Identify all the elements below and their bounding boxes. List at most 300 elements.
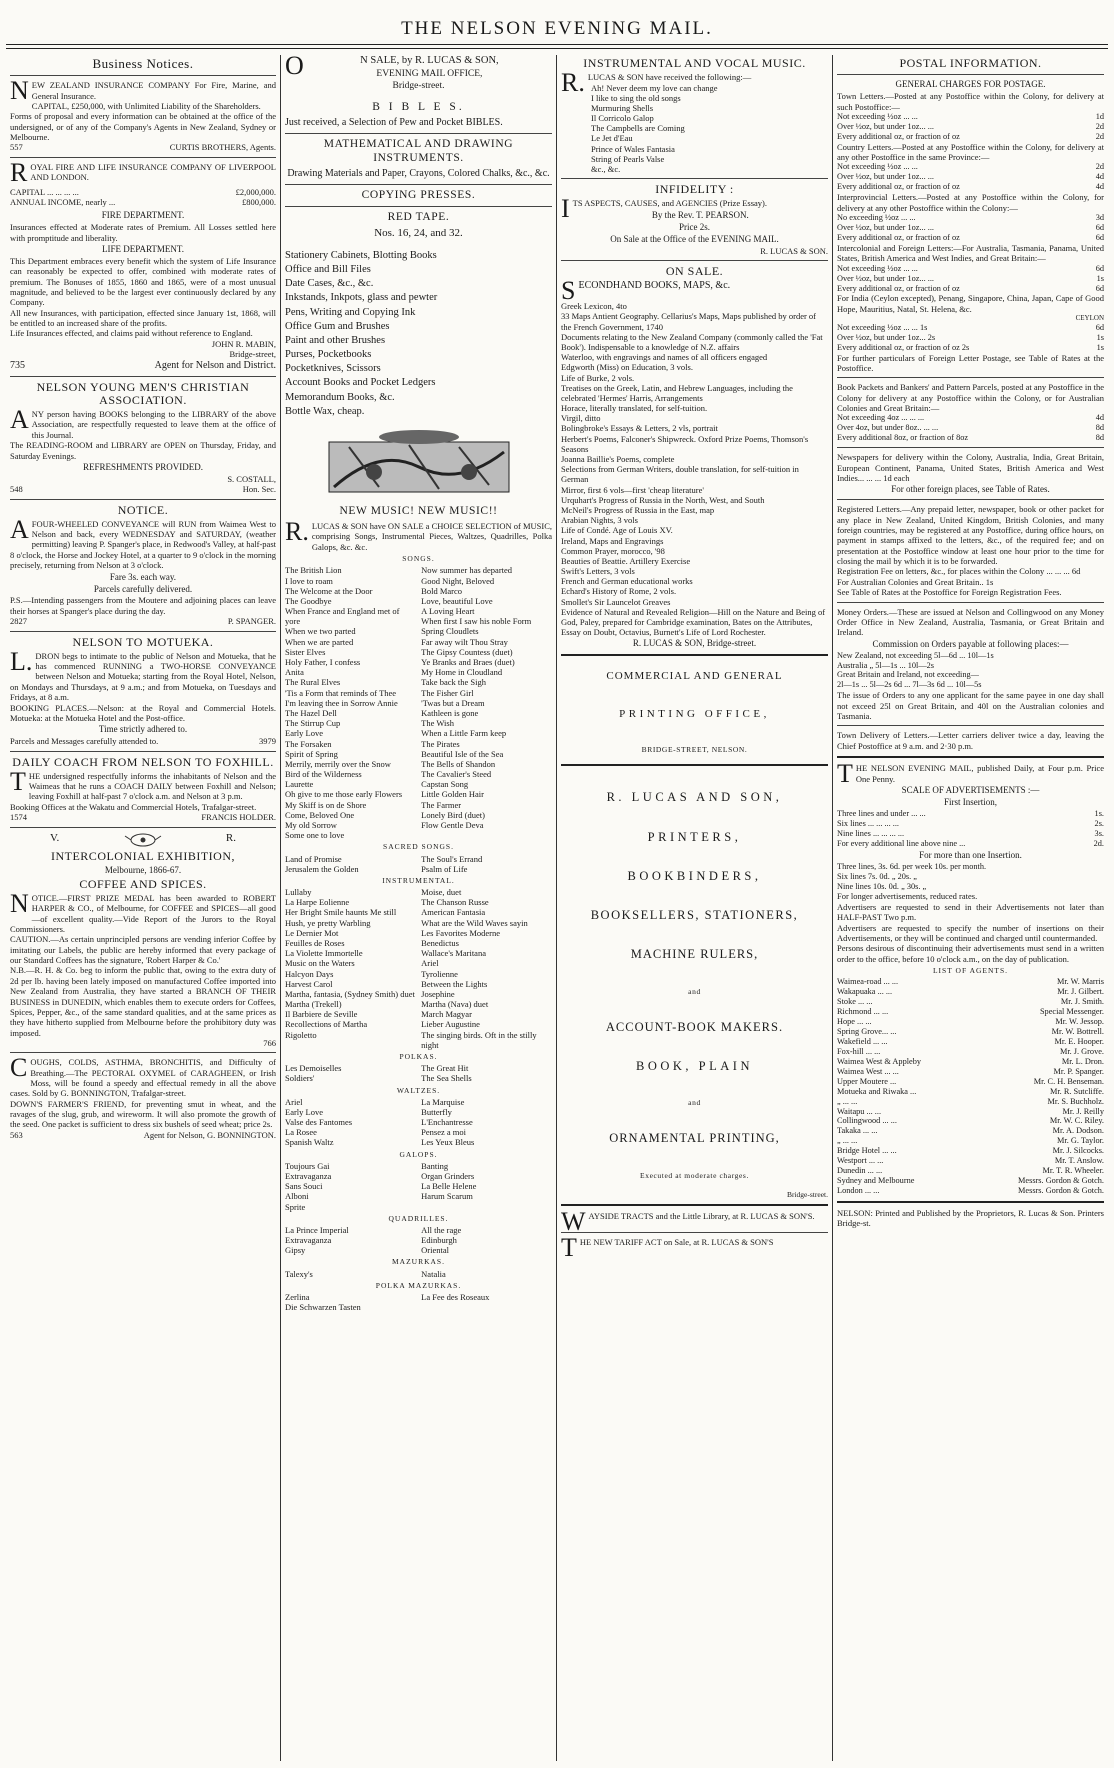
registration-foreign: See Table of Rates at the Postoffice for Foreign Registration Fees.: [837, 587, 1062, 598]
song-item: Love, beautiful Love: [421, 595, 493, 606]
stationery-item: Bottle Wax, cheap.: [285, 405, 365, 417]
instrumental-item: Lieber Augustine: [421, 1019, 480, 1030]
commission-row-label: Great Britain and Ireland, not exceeding—: [837, 670, 979, 680]
book-rates-table: [837, 413, 1104, 443]
galops-left: [285, 1161, 416, 1212]
agent-row: [837, 977, 1104, 987]
instrumental-item: La Harpe Eolienne: [285, 897, 350, 908]
agent-row: [837, 1176, 1104, 1186]
ymca-body: ANY person having BOOKS belonging to the LIBRARY of the above Association, are respectfully requested to leave them at the office of this Journal.: [10, 405, 276, 440]
ceylon-label: CEYLON: [1075, 314, 1104, 323]
maz-right: [421, 1269, 552, 1279]
sacred-song-item: Land of Promise: [285, 853, 342, 864]
copying-presses-heading: COPYING PRESSES.: [361, 188, 476, 201]
agent-row-value: Messrs. Gordon & Gotch.: [1018, 1186, 1104, 1196]
book-packets: Book Packets and Bankers' and Pattern Parcels, posted at any Postoffice in the Colony for delivery at any Postoffice within the Colony, or for Australian Colonies and Great Britain:—: [837, 382, 1104, 414]
polkas-left: [285, 1063, 416, 1083]
instrumental-item: Josephine: [421, 988, 455, 999]
agent-row-label: Motueka and Riwaka ...: [837, 1086, 917, 1096]
book-item: Joanna Baillie's Poems, complete: [561, 454, 675, 465]
agent-row-value: Mr. J. Gilbert.: [1057, 987, 1104, 997]
song-item: Come, Beloved One: [285, 809, 355, 820]
polka-mazurka-item: La Fee des Roseaux: [421, 1291, 490, 1302]
ivm-body: R. LUCAS & SON have received the following:—: [561, 68, 752, 98]
agent-row: [837, 1186, 1104, 1196]
advert-rate-row-value: 2d.: [1093, 838, 1104, 848]
on-sale-heading: O N SALE, by R. LUCAS & SON,: [285, 55, 499, 80]
agent-row-value: Mr. S. Buchholz.: [1047, 1096, 1104, 1106]
quadrille-item: Extravaganza: [285, 1235, 332, 1246]
book-item: 33 Maps Antient Geography. Cellarius's Maps, Maps published by order of the French Government, 1740: [561, 311, 816, 332]
commission-row-label: Australia „ 5l—1s ... 10l—2s: [837, 660, 935, 670]
mazurka-item: Natalia: [421, 1268, 446, 1279]
song-item: The Welcome at the Door: [285, 585, 373, 596]
instrumental-item: Harvest Carol: [285, 978, 333, 989]
music-item: Le Jet d'Eau: [591, 133, 633, 144]
instrumental-lists: [285, 887, 552, 1050]
vr-right: R.: [225, 831, 236, 844]
quadrilles-heading: QUADRILLES.: [388, 1213, 449, 1223]
rate-row-value: 8d: [1095, 433, 1104, 443]
masthead: THE NELSON EVENING MAIL.: [401, 18, 713, 39]
rate-row: [837, 284, 1104, 294]
india-letters: For India (Ceylon excepted), Penang, Singapore, China, Japan, Cape of Good Hope, Mauritius, Natal, St. Helena, &c.: [837, 293, 1104, 314]
song-item: The Rural Elves: [285, 677, 341, 688]
song-item: Early Love: [285, 728, 323, 739]
song-item: Spring Cloudlets: [421, 626, 479, 637]
instrumental-item: Martha (Trekell): [285, 999, 342, 1010]
advertisers-note-3: Persons desirous of discontinuing their advertisements must send in a written order to the office, before 10 o'clock a.m., on the day of publication.: [837, 943, 1104, 964]
rate-row: [837, 333, 1104, 343]
pmaz-left: [285, 1292, 416, 1312]
advert-rate-row: [837, 829, 1104, 839]
agent-row-label: Dunedin ... ...: [837, 1166, 883, 1176]
agent-row-label: Hope ... ...: [837, 1016, 872, 1026]
book-item: Urquhart's Progress of Russia in the North, West, and South: [561, 494, 765, 505]
stationery-item: Date Cases, &c., &c.: [285, 278, 374, 290]
vr-left: V.: [50, 831, 60, 844]
polkas-heading: POLKAS.: [399, 1052, 438, 1062]
song-item: Kathleen is gone: [421, 707, 479, 718]
stationery-item: Account Books and Pocket Ledgers: [285, 377, 436, 389]
music-item: Prince of Wales Fantasia: [591, 143, 675, 154]
town-letters: Town Letters.—Posted at any Postoffice within the Colony, for delivery at such Postoffice:—: [837, 91, 1104, 112]
instr-left: [285, 887, 416, 1040]
songs-left: [285, 565, 416, 840]
rate-row: [837, 223, 1104, 233]
song-item: Spirit of Spring: [285, 748, 338, 759]
book-item: Beauties of Beattie. Artillery Exercise: [561, 555, 691, 566]
book-item: Documents relating to the New Zealand Company (commonly called the 'Fat Book'). Indispensable to a knowledge of N.Z. affairs: [561, 331, 823, 352]
instrumental-item: Tyrolienne: [421, 968, 458, 979]
music-item: Il Corricolo Galop: [591, 113, 654, 124]
infidelity-body: ITS ASPECTS, CAUSES, and AGENCIES (Prize Essay).: [561, 194, 768, 224]
tariff-act-ad: THE NEW TARIFF ACT on Sale, at R. LUCAS & SON'S: [561, 1232, 774, 1262]
agent-row-value: Mr. P. Spanger.: [1053, 1066, 1104, 1076]
song-item: Sister Elves: [285, 646, 326, 657]
farmer-friend-ad: DOWN'S FARMER'S FRIEND, for preventing smut in wheat, and the ravages of the slug, grub, and wireworm. It will also promote the growth of the seed. One packet is sufficient to dress six bushels of seed wheat; price 2s.: [10, 1098, 276, 1130]
motueka-parcels: Parcels and Messages carefully attended to. 3979: [10, 736, 276, 747]
coach-body: THE undersigned respectfully informs the inhabitants of Nelson and the Waimeas that he runs a COACH DAILY between Foxhill and Nelson; leaving Foxhill at half-past 7 o'clock a.m. and Nelson at 3 p.m.: [10, 766, 276, 802]
rate-row: [837, 162, 1104, 172]
ornamental-printing-line: ORNAMENTAL PRINTING,: [609, 1131, 780, 1146]
book-plain-line: BOOK, PLAIN: [636, 1058, 753, 1073]
song-item: The Stirrup Cup: [285, 718, 341, 729]
song-item: Laurette: [285, 779, 314, 790]
rate-row-value: 4d: [1095, 413, 1104, 423]
rate-row-label: Every additional oz, or fraction of oz: [837, 182, 960, 192]
agent-row: [837, 1077, 1104, 1087]
business-notices-title: Business Notices.: [92, 56, 194, 71]
agent-row-label: Waimea-road ... ...: [837, 977, 899, 987]
town-rates-table: [837, 112, 1104, 142]
machine-rulers-line: MACHINE RULERS,: [630, 947, 759, 962]
rate-row-value: 6d: [1095, 263, 1104, 273]
agent-row-label: Richmond ... ...: [837, 1006, 889, 1016]
agent-row-value: Mr. W. Bottrell.: [1051, 1026, 1104, 1036]
song-item: The Fisher Girl: [421, 687, 474, 698]
waltzes-heading: WALTZES.: [396, 1085, 441, 1095]
book-item: Treatises on the Greek, Latin, and Hebrew Languages, including the celebrated 'Hermes' Harris, Arrangements: [561, 382, 793, 403]
quadrille-item: La Prince Imperial: [285, 1224, 349, 1235]
agent-row: [837, 1087, 1104, 1097]
instrumental-item: La Violette Immortelle: [285, 948, 363, 959]
orders-issue: The issue of Orders to any one applicant for the same payee in one day shall not exceed 25l on Great Britain, and 40l on the Australian colonies and Tasmania.: [837, 690, 1104, 722]
advert-rate-row: [837, 839, 1104, 849]
ivm-list: [561, 83, 828, 175]
stationery-item: Purses, Pocketbooks: [285, 349, 372, 361]
rate-row-value: 1s: [1096, 332, 1104, 342]
instrumental-item: Il Barbiere de Seville: [285, 1009, 358, 1020]
first-insertion: First Insertion,: [944, 796, 997, 807]
instrumental-item: Rigoletto: [285, 1029, 317, 1040]
songs-right: [421, 565, 552, 830]
stationery-item: Office and Bill Files: [285, 264, 371, 275]
quadrilles-lists: [285, 1225, 552, 1256]
song-item: Beautiful Isle of the Sea: [421, 748, 504, 759]
agent-row-value: Mr. J. Silcocks.: [1052, 1146, 1104, 1156]
rate-row-label: Every additional oz, or fraction of oz: [837, 232, 960, 242]
rate-row: [837, 413, 1104, 423]
music-instruments-engraving-icon: [319, 427, 519, 497]
notice-sig: 2827 P. SPANGER.: [10, 616, 276, 627]
coffee-caution: CAUTION.—As certain unprincipled persons are vending inferior Coffee by imitating our Labels, the public are hereby informed that every package of our Standard Coffees has the signature, 'Robert Harper & Co.': [10, 934, 276, 966]
rate-row-value: 6d: [1095, 232, 1104, 242]
motueka-booking: BOOKING PLACES.—Nelson: at the Royal and Commercial Hotels. Motueka: at the Motueka Hotel and the Post-office.: [10, 702, 276, 723]
agent-row-label: Upper Moutere ...: [837, 1076, 897, 1086]
math-instruments-heading: MATHEMATICAL AND DRAWING INSTRUMENTS.: [323, 138, 514, 164]
rate-row-label: Over ½oz, but under 1oz... ...: [837, 222, 935, 232]
life-department-head: LIFE DEPARTMENT.: [102, 243, 184, 254]
polkas-lists: [285, 1063, 552, 1083]
rate-row: [837, 122, 1104, 132]
mazurkas-heading: MAZURKAS.: [392, 1257, 445, 1267]
song-item: The Cavalier's Steed: [421, 769, 492, 780]
on-sale-street: Bridge-street.: [392, 81, 445, 92]
notice-fare: Fare 3s. each way.: [109, 571, 177, 582]
instrumental-item: Music on the Waters: [285, 958, 355, 969]
polka-item: The Sea Shells: [421, 1073, 472, 1084]
rate-row-value: 4d: [1095, 182, 1104, 192]
galop-item: Alboni: [285, 1191, 309, 1202]
infidelity-price: Price 2s.: [679, 221, 710, 232]
agent-row-label: Bridge Hotel ... ...: [837, 1146, 897, 1156]
quadrille-item: Gipsy: [285, 1245, 306, 1256]
rate-row: [837, 423, 1104, 433]
quadrille-item: Oriental: [421, 1245, 450, 1256]
rate-row-value: 1s: [1096, 342, 1104, 352]
new-music-heading: NEW MUSIC! NEW MUSIC!!: [339, 504, 498, 517]
agent-row-label: Stoke ... ...: [837, 997, 873, 1007]
agent-row-value: Mr. T. R. Wheeler.: [1042, 1166, 1104, 1176]
waltz-item: La Rosee: [285, 1127, 317, 1138]
money-orders: Money Orders.—These are issued at Nelson and Collingwood on any Money Order Office in New Zealand, Australia, Tasmania, or Great Britain and Ireland.: [837, 606, 1104, 638]
rate-row-label: Every additional oz, or fraction of oz: [837, 283, 960, 293]
polkas-right: [421, 1063, 552, 1083]
interprovincial-rates-table: [837, 213, 1104, 243]
stationery-item: Pocketknives, Scissors: [285, 363, 381, 375]
mazurkas-lists: [285, 1269, 552, 1279]
galop-item: Extravaganza: [285, 1170, 332, 1181]
agent-row-value: Messrs. Gordon & Gotch.: [1018, 1176, 1104, 1186]
instrumental-heading: INSTRUMENTAL.: [382, 875, 455, 885]
waltz-item: Valse des Fantomes: [285, 1117, 353, 1128]
songs-lists: [285, 565, 552, 840]
sacred-song-item: The Soul's Errand: [421, 853, 483, 864]
instrumental-item: Feuilles de Roses: [285, 937, 345, 948]
songs-heading: SONGS.: [402, 554, 435, 564]
galop-item: La Belle Helene: [421, 1181, 477, 1192]
imprint: NELSON: Printed and Published by the Proprietors, R. Lucas & Son. Printers Bridge-st.: [837, 1208, 1104, 1229]
rate-row-label: Not exceeding 4oz ... ... ...: [837, 413, 925, 423]
rate-row: [837, 132, 1104, 142]
agent-row: [837, 1027, 1104, 1037]
rate-row-label: Not exceeding ½oz ... ...: [837, 111, 918, 121]
coffee-nb: N.B.—R. H. & Co. beg to inform the public that, owing to the extra duty of 2d per lb. having been lately imposed on manufactured Coffee imported into New Zealand from Australia, they have started a BRANCH OF THEIR BUSINESS in DUNEDIN, which enables them to execute orders for Coffees, Spices, Pepper, &c., of the same standard qualities, and at the same prices as they have hitherto supplied from Melbourne before the prohibitory duty was imposed.: [10, 965, 276, 1038]
rate-row-value: 3d: [1095, 213, 1104, 223]
song-item: When France and England met of yore: [285, 606, 400, 627]
advert-rate-row-label: Three lines and under ... ...: [837, 808, 926, 818]
waltz-item: La Marquise: [421, 1096, 465, 1107]
agent-row-label: Spring Grove... ...: [837, 1026, 897, 1036]
bookbinders-line: BOOKBINDERS,: [627, 868, 762, 883]
newspapers-other: For other foreign places, see Table of Rates.: [891, 484, 1050, 495]
agent-row-value: Mr. J. Smith.: [1060, 997, 1104, 1007]
instrumental-item: Ariel: [421, 958, 439, 969]
advert-rate-row: [837, 809, 1104, 819]
life-department-body-3: Life Insurances effected, and claims paid without reference to England.: [10, 328, 253, 339]
galop-item: Sprite: [285, 1201, 306, 1212]
sacred-left: [285, 854, 416, 874]
rate-row-label: Over ½oz, but under 1oz... 2s: [837, 332, 936, 342]
instrumental-item: The Chanson Russe: [421, 897, 489, 908]
instrumental-item: Wallace's Maritana: [421, 948, 486, 959]
book-item: Bolingbroke's Essays & Letters, 2 vls, portrait: [561, 423, 718, 434]
advert-rate-row: [837, 819, 1104, 829]
agent-row-label: Wakapuaka ... ...: [837, 987, 893, 997]
secondhand-books-lead: SECONDHAND BOOKS, MAPS, &c.: [561, 276, 731, 306]
nz-insurance-body: Forms of proposal and every information can be obtained at the office of the undersigned, or of any of the Company's Agents in New Zealand, Sydney or Melbourne.: [10, 111, 276, 143]
book-item: Life of Condé. Age of Louis XV.: [561, 525, 673, 536]
commission-row-label: New Zealand, not exceeding 5l—6d ... 10l—1s: [837, 650, 994, 660]
motueka-time: Time strictly adhered to.: [98, 724, 188, 735]
instrumental-item: American Fantasia: [421, 907, 486, 918]
quadrille-item: All the rage: [421, 1224, 462, 1235]
waltz-item: Spanish Waltz: [285, 1137, 334, 1148]
instrumental-item: Hush, ye pretty Warbling: [285, 917, 371, 928]
infidelity-author: By the Rev. T. PEARSON.: [651, 209, 749, 220]
postal-info-heading: POSTAL INFORMATION.: [899, 56, 1042, 70]
song-item: A Loving Heart: [421, 606, 475, 617]
sacred-lists: [285, 854, 552, 874]
rate-row-label: Over ½oz, but under 1oz... ...: [837, 273, 935, 283]
instrumental-item: Halcyon Days: [285, 968, 334, 979]
rate-row-value: 4d: [1095, 172, 1104, 182]
top-rule-2: [6, 48, 1108, 49]
advert-rate-row-label: Three lines, 3s. 6d. per week 10s. per month.: [837, 861, 987, 871]
book-item: Edgworth (Miss) on Education, 3 vols.: [561, 362, 693, 373]
on-sale-office: EVENING MAIL OFFICE,: [376, 68, 483, 79]
agents-heading: LIST OF AGENTS.: [932, 965, 1009, 975]
commission-row: [837, 661, 1104, 671]
song-item: The Gipsy Countess (duet): [421, 646, 513, 657]
top-rule: [6, 44, 1108, 45]
intercolonial-rates-table: [837, 264, 1104, 294]
commission-row: [837, 651, 1104, 661]
agent-row: [837, 1126, 1104, 1136]
advert-rate-row-value: 3s.: [1094, 828, 1104, 838]
galop-item: Toujours Gai: [285, 1160, 330, 1171]
agent-row-value: Mr. J. Grove.: [1059, 1046, 1104, 1056]
rate-row: [837, 112, 1104, 122]
moderate-charges-line: Executed at moderate charges.: [640, 1170, 749, 1180]
further-particulars: For further particulars of Foreign Letter Postage, see Table of Rates at the Postoffice.: [837, 352, 1104, 373]
cough-ad: COUGHS, COLDS, ASTHMA, BRONCHITIS, and Difficulty of Breathing.—The PECTORAL OXYMEL of CARAGHEEN, or Irish Moss, will be found a speedy and effectual remedy in all the above cases. Sold by G. BONNINGTON, Trafalgar-street.: [10, 1053, 276, 1099]
agent-row-value: Mr. T. Anslow.: [1054, 1156, 1104, 1166]
song-item: When we two parted: [285, 626, 356, 637]
commission-row-label: 2l—1s ... 5l—2s 6d ... 7l—3s 6d ... 10l—5s: [837, 680, 982, 690]
rate-row: [837, 264, 1104, 274]
exhibition-title: INTERCOLONIAL EXHIBITION,: [50, 848, 236, 863]
music-item: Ah! Never deem my love can change: [591, 82, 718, 93]
book-item: Herbert's Poems, Falconer's Shipwreck. Oxford Prize Poems, Thomson's Seasons: [561, 433, 809, 454]
book-item: Greek Lexicon, 4to: [561, 301, 627, 312]
song-item: When a Little Farm keep: [421, 728, 507, 739]
coach-booking: Booking Offices at the Wakatu and Commercial Hotels, Trafalgar-street.: [10, 801, 257, 812]
and-line-2: and: [688, 1098, 701, 1108]
instrumental-item: Lullaby: [285, 887, 312, 898]
ymca-role: 548 Hon. Sec.: [10, 484, 276, 495]
rate-row-label: Every additional oz, or fraction of oz 2s: [837, 342, 970, 352]
book-item: Evidence of Natural and Revealed Religion—Hill on the Nature and Being of God, Paley, prepared for Cambridge examination, Bates on the Attributes, Essay on Doubt, Octavius, Burnett's Life of Lord Rochester.: [561, 606, 826, 638]
agent-row-label: „ ... ...: [837, 1136, 858, 1146]
advert-rate-row-label: Nine lines ... ... ... ...: [837, 828, 905, 838]
book-item: Ireland, Maps and Engravings: [561, 535, 664, 546]
instrumental-item: Les Favorites Moderne: [421, 927, 501, 938]
agent-row-value: Mr. J. Reilly: [1062, 1106, 1104, 1116]
secondhand-books-sig: R. LUCAS & SON, Bridge-street.: [632, 638, 757, 649]
song-item: Far away wilt Thou Stray: [421, 636, 508, 647]
agents-table: [837, 977, 1104, 1196]
agent-row-label: Westport ... ...: [837, 1156, 884, 1166]
book-item: Swift's Letters, 3 vols: [561, 566, 635, 577]
royal-insurance-ad: ROYAL FIRE AND LIFE INSURANCE COMPANY OF LIVERPOOL AND LONDON.: [10, 157, 276, 187]
longer-ads: For longer advertisements, reduced rates.: [837, 891, 978, 902]
song-item: I love to roam: [285, 575, 333, 586]
instrumental-item: Le Dernier Mot: [285, 927, 339, 938]
song-item: Merrily, merrily over the Snow: [285, 758, 391, 769]
royal-income: ANNUAL INCOME, nearly ... £800,000.: [10, 196, 276, 207]
agent-row: [837, 1007, 1104, 1017]
song-item: Lonely Bird (duet): [421, 809, 485, 820]
song-item: Flow Gentle Deva: [421, 820, 484, 831]
song-item: Little Golden Hair: [421, 789, 484, 800]
more-insertions: For more than one Insertion.: [919, 849, 1022, 860]
agent-row: [837, 987, 1104, 997]
instrumental-item: Recollections of Martha: [285, 1019, 368, 1030]
waltz-item: Les Yeux Bleus: [421, 1137, 475, 1148]
waltz-item: Butterfly: [421, 1106, 452, 1117]
notice-parcels: Parcels carefully delivered.: [93, 583, 193, 594]
infidelity-heading: INFIDELITY :: [655, 182, 734, 197]
song-item: My old Sorrow: [285, 820, 337, 831]
commission-table: [837, 651, 1104, 691]
printers-street: Bridge-street.: [786, 1189, 828, 1199]
rate-row: [837, 182, 1104, 192]
song-item: I'm leaving thee in Sorrow Annie: [285, 697, 398, 708]
royal-arms-row: [10, 832, 276, 848]
song-item: The Hazel Dell: [285, 707, 337, 718]
sacred-song-item: Jerusalem the Golden: [285, 863, 359, 874]
advert-rate-row-label: Nine lines 10s. 0d. „ 30s. „: [837, 881, 927, 891]
song-item: My Skiff is on de Shore: [285, 799, 367, 810]
song-item: Some one to love: [285, 830, 345, 841]
motueka-body: L. DRON begs to intimate to the public of Nelson and Motueka, that he has commenced RUNNING a TWO-HORSE CONVEYANCE between Nelson and Motueka; starting from the Royal Hotel, Nelson, on Mondays and Thursdays, at 9 a.m.; and from Motueka, on Tuesdays and Fridays, at 8 a.m.: [10, 646, 276, 703]
polka-item: Les Demoiselles: [285, 1063, 342, 1074]
nz-insurance-capital: CAPITAL, £250,000, with Unlimited Liability of the Shareholders.: [31, 101, 261, 112]
account-book-line: ACCOUNT-BOOK MAKERS.: [605, 1019, 784, 1034]
agent-row-label: Wakefield ... ...: [837, 1036, 888, 1046]
notice-title: NOTICE.: [117, 502, 169, 517]
music-item: Murmuring Shells: [591, 102, 654, 113]
agent-row: [837, 1116, 1104, 1126]
on-sale-books-heading: ON SALE.: [665, 264, 724, 279]
red-tape-heading: RED TAPE.: [387, 211, 450, 224]
agent-row: [837, 1037, 1104, 1047]
waltzes-right: [421, 1097, 552, 1148]
stationery-list: [285, 249, 552, 419]
pmaz-right: [421, 1292, 552, 1302]
galop-item: Sans Souci: [285, 1181, 323, 1192]
agent-row-label: Sydney and Melbourne: [837, 1176, 915, 1186]
waltz-item: Pensez a moi: [421, 1127, 467, 1138]
polka-mazurka-item: Zerlina: [285, 1291, 310, 1302]
book-item: Common Prayer, morocco, '98: [561, 545, 665, 556]
advert-rates-table: [837, 809, 1104, 849]
advert-rate-row-label: Six lines ... ... ... ...: [837, 818, 899, 828]
waltz-item: Ariel: [285, 1096, 303, 1107]
column-3: [556, 55, 832, 1761]
commercial-general-heading: COMMERCIAL AND GENERAL: [606, 670, 783, 683]
book-item: Echard's History of Rome, 2 vols.: [561, 586, 677, 597]
instrumental-item: Between the Lights: [421, 978, 488, 989]
galops-heading: GALOPS.: [399, 1149, 438, 1159]
agent-row-value: Mr. E. Hooper.: [1054, 1036, 1104, 1046]
agent-row: [837, 1067, 1104, 1077]
agent-row-label: Fox-hill ... ...: [837, 1046, 881, 1056]
ymca-sig: S. COSTALL,: [227, 473, 276, 484]
nz-insurance-ad: NEW ZEALAND INSURANCE COMPANY For Fire, Marine, and General Insurance.: [10, 76, 276, 106]
